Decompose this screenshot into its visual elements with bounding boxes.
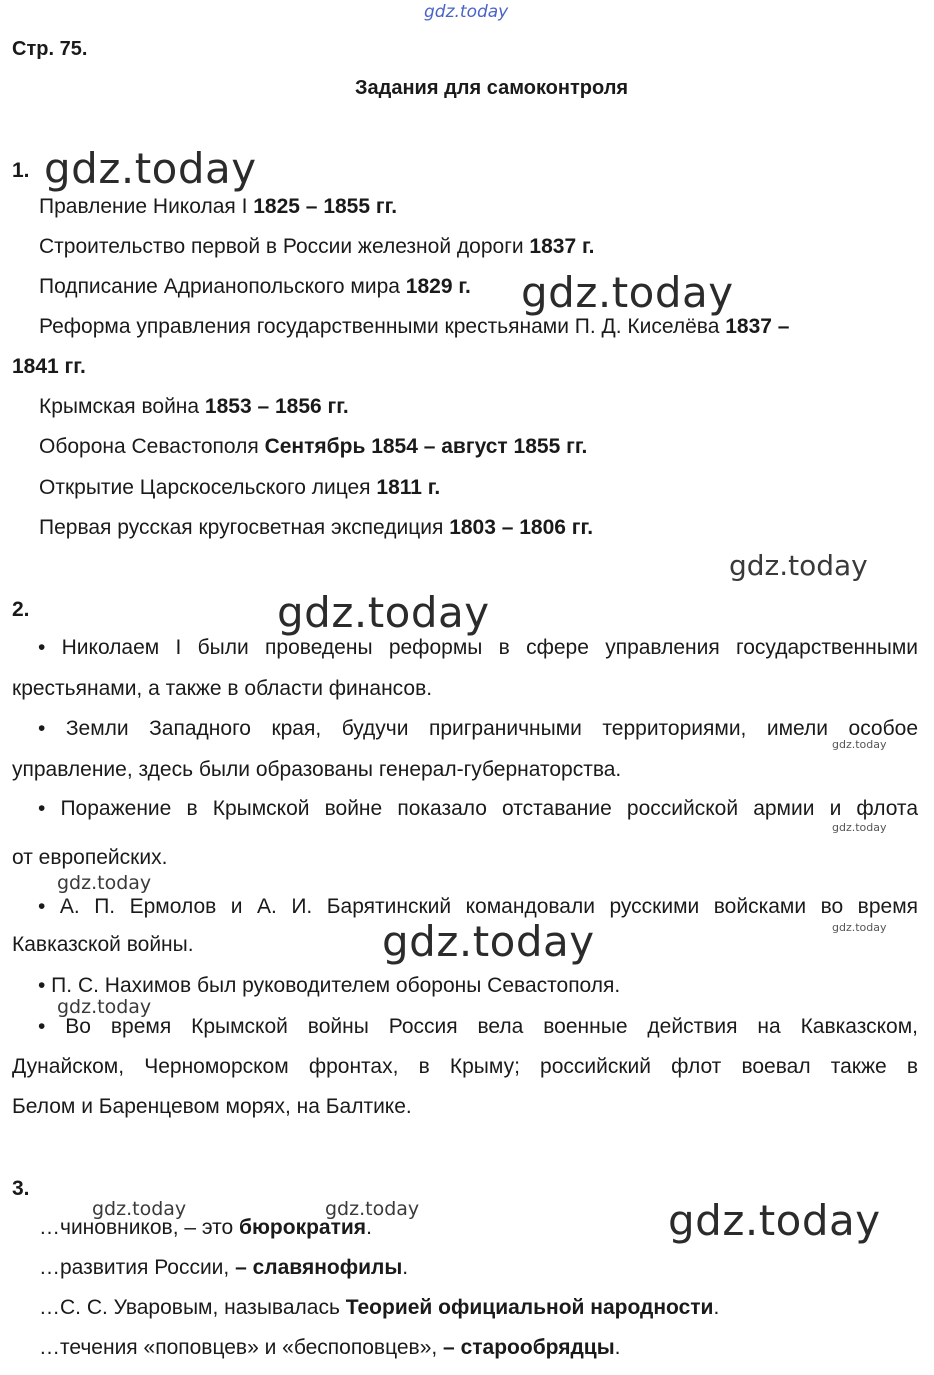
watermark: gdz.today bbox=[325, 1198, 420, 1220]
task-1-line: Первая русская кругосветная экспедиция 1803 – 1806 гг. bbox=[39, 516, 594, 539]
task-2-item-line: управление, здесь были образованы генерал-губернаторства. bbox=[12, 758, 622, 781]
task-1-number: 1. bbox=[12, 159, 30, 182]
task-1-line: Открытие Царскосельского лицея 1811 г. bbox=[39, 476, 441, 499]
watermark: gdz.today bbox=[92, 1198, 187, 1220]
watermark: gdz.today bbox=[44, 144, 257, 193]
task-1-line: Подписание Адрианопольского мира 1829 г. bbox=[39, 275, 471, 298]
task-2-item-line: • Поражение в Крымской войне показало отставание российской армии и флота bbox=[38, 797, 918, 820]
task-1-line: Реформа управления государственными крестьянами П. Д. Киселёва 1837 – bbox=[39, 315, 790, 338]
task-1-line: Крымская война 1853 – 1856 гг. bbox=[39, 395, 349, 418]
task-2-item-line: крестьянами, а также в области финансов. bbox=[12, 677, 433, 700]
task-2-item-line: Дунайском, Черноморском фронтах, в Крыму; российский флот воевал также в bbox=[12, 1055, 918, 1078]
task-2-item-line: • Земли Западного края, будучи приграничными территориями, имели особое bbox=[38, 717, 918, 740]
task-2-item-line: • Во время Крымской войны Россия вела военные действия на Кавказском, bbox=[38, 1015, 918, 1038]
watermark: gdz.today bbox=[57, 996, 152, 1018]
task-2-item-line: от европейских. bbox=[12, 846, 168, 869]
task-2-number: 2. bbox=[12, 598, 30, 621]
watermark: gdz.today bbox=[729, 549, 868, 582]
watermark: gdz.today bbox=[832, 738, 887, 751]
watermark: gdz.today bbox=[382, 917, 595, 966]
task-2-item-line: • А. П. Ермолов и А. И. Барятинский командовали русскими войсками во время bbox=[38, 895, 918, 918]
watermark: gdz.today bbox=[668, 1196, 881, 1245]
page-reference: Стр. 75. bbox=[12, 38, 88, 60]
task-1-line: Оборона Севастополя Сентябрь 1854 – август 1855 гг. bbox=[39, 435, 588, 458]
task-2-item-line: Кавказской войны. bbox=[12, 933, 194, 956]
task-1-line: Правление Николая I 1825 – 1855 гг. bbox=[39, 195, 398, 218]
watermark: gdz.today bbox=[521, 268, 734, 317]
watermark: gdz.today bbox=[832, 921, 887, 934]
task-3-line: …чиновников, – это бюрократия. bbox=[39, 1216, 372, 1239]
watermark: gdz.today bbox=[57, 872, 152, 894]
task-1-line-continuation: 1841 гг. bbox=[12, 355, 86, 378]
task-2-item-line: • Николаем I были проведены реформы в сфере управления государственными bbox=[38, 636, 918, 659]
watermark: gdz.today bbox=[277, 588, 490, 637]
watermark-top: gdz.today bbox=[424, 2, 509, 22]
page-title: Задания для самоконтроля bbox=[355, 77, 629, 99]
watermark: gdz.today bbox=[832, 821, 887, 834]
task-3-line: …развития России, – славянофилы. bbox=[39, 1256, 409, 1279]
task-3-number: 3. bbox=[12, 1177, 30, 1200]
task-1-line: Строительство первой в России железной дороги 1837 г. bbox=[39, 235, 595, 258]
task-2-item-line: • П. С. Нахимов был руководителем обороны Севастополя. bbox=[38, 974, 621, 997]
task-3-line: …С. С. Уваровым, называлась Теорией официальной народности. bbox=[39, 1296, 720, 1319]
task-3-line: …течения «поповцев» и «беспоповцев», – старообрядцы. bbox=[39, 1336, 621, 1359]
task-2-item-line: Белом и Баренцевом морях, на Балтике. bbox=[12, 1095, 412, 1118]
